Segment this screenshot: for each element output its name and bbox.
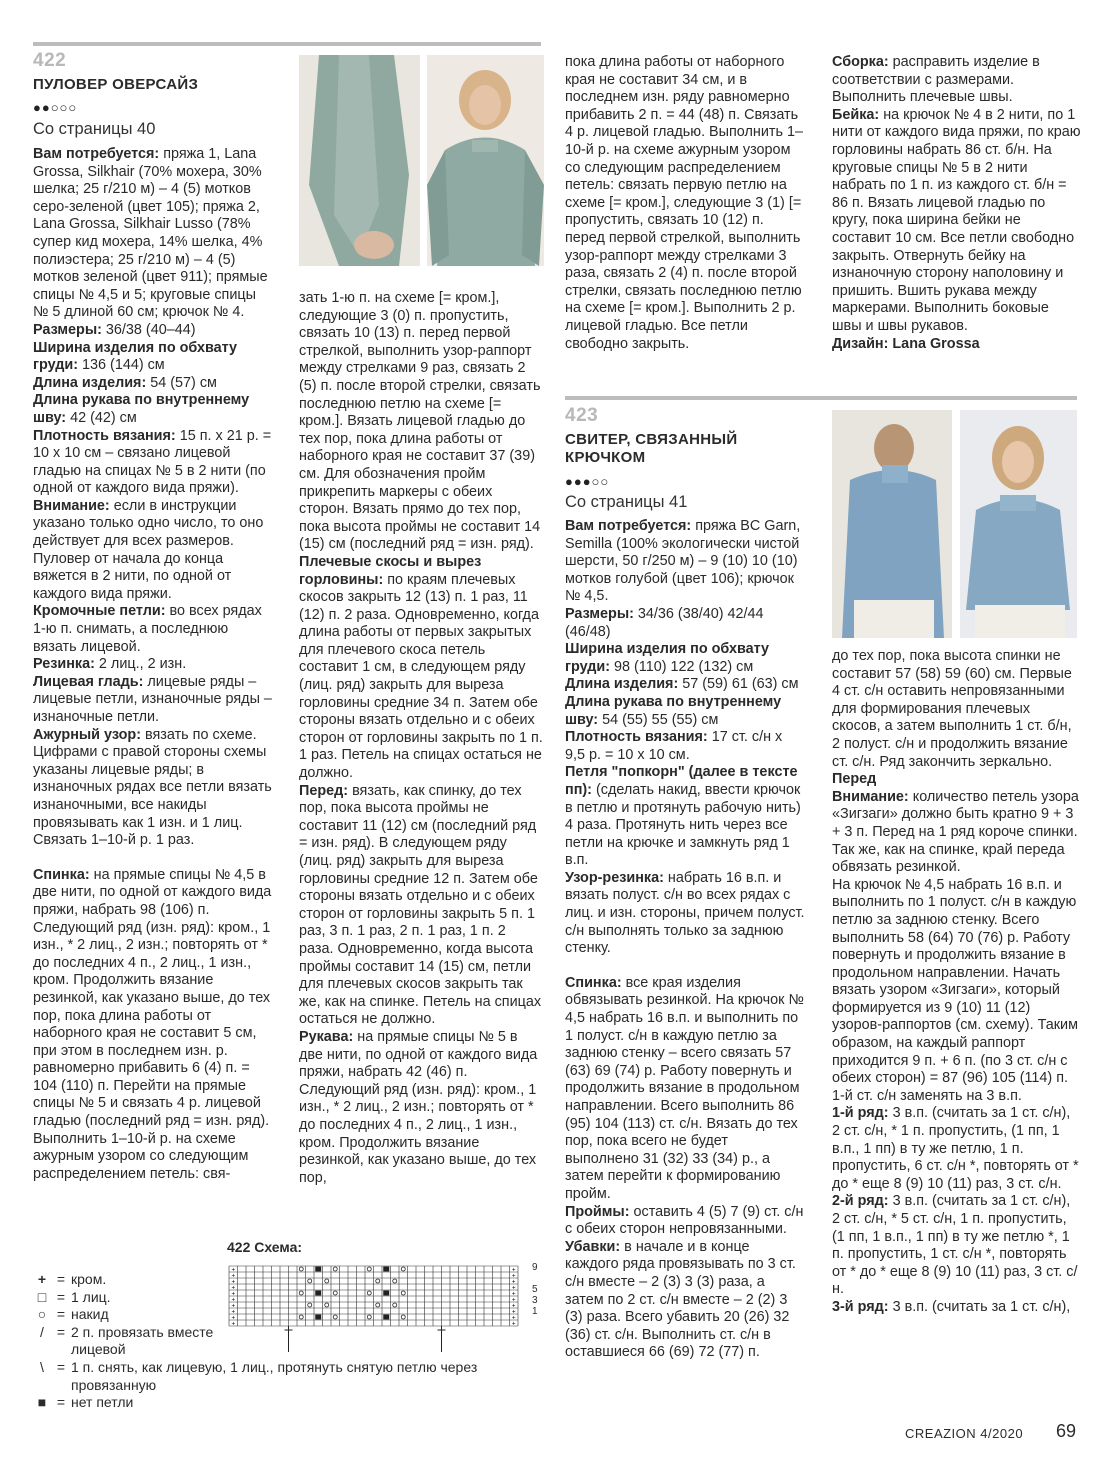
text: 42 (42) см — [66, 409, 137, 426]
yarn-over-icon: ○ — [37, 1306, 47, 1323]
text: на прямые спицы № 5 в две нити, по одной от каждого вида пряжи, набрать 42 (46) п. Следующий ряд (изн. ряд): кром., 1 изн., * 2 лиц., 2 изн.; повторять от * до последних 4 п., 2 лиц., 1 изн., кром. Продолжить вязание резинкой, как указано выше, до тех пор, — [299, 1028, 538, 1186]
edge-stitch-mark: + — [231, 1297, 236, 1304]
paragraph — [565, 606, 805, 641]
edge-stitch-mark: + — [511, 1291, 516, 1298]
text: все края изделия обвязывать резинкой. На крючок № 4,5 набрать 16 в.п. и выполнить по 1 полуст. с/н в каждую петлю за заднюю стенку – всего связать 57 (63) 69 (74) р. Работу повернуть и продолжить вязание в продольном направлении. Всего выполнить 86 (95) 104 (113) ст. с/н. Вязать до тех пор, пока всего не будет выполнено 31 (32) 33 (34) р., а затем перейти к формированию пройм. — [565, 974, 804, 1202]
label: Вам потребуется: — [565, 518, 692, 534]
designer-credit: Дизайн: Lana Grossa — [832, 335, 980, 352]
paragraph — [565, 1204, 805, 1239]
legend-label: нет петли — [71, 1394, 134, 1411]
text: 57 (59) 61 (63) см — [678, 676, 799, 693]
label: Ажурный узор: — [33, 726, 142, 743]
label: Лицевая гладь: — [33, 673, 144, 690]
text: 36/38 (40–44) — [101, 321, 196, 338]
legend-item: ○ = накид — [33, 1306, 513, 1324]
label: Внимание: — [832, 788, 909, 805]
legend-label: 1 лиц. — [71, 1288, 111, 1305]
paragraph — [33, 340, 273, 375]
paragraph — [832, 771, 1082, 789]
label: Длина изделия: — [565, 676, 679, 693]
paragraph — [33, 146, 273, 322]
legend-item: □ = 1 лиц. — [33, 1289, 513, 1307]
label: Резинка: — [33, 656, 95, 673]
edge-stitch-icon: + — [37, 1271, 47, 1287]
paragraph — [33, 727, 273, 850]
subheading: Перед — [832, 771, 877, 788]
paragraph — [33, 498, 273, 604]
text: 136 (144) см — [78, 357, 165, 374]
text: 3 в.п. (считать за 1 ст. с/н), 2 ст. с/н, * 1 п. пропустить, (1 пп, 1 в.п., 1 пп) в ту же петлю, 1 п. пропустить, 6 ст. с/н *, повторять от * до * еще 8 (9) 10 (11) раз, 3 ст. с/н. — [832, 1105, 1079, 1192]
paragraph — [832, 336, 1082, 354]
k2tog-icon: / — [40, 1323, 44, 1340]
text: пряжа BC Garn, Semilla (100% экологически чистой шерсти, 50 г/250 м) – 9 (10) 10 (10) мотков голубой (цвет 106); крючок № 4,5. — [565, 518, 801, 605]
text: 34/36 (38/40) 42/44 (46/48) — [565, 605, 764, 640]
text: вязать, как спинку, до тех пор, пока высота проймы не составит 11 (12) см (последний ряд = изн. ряд). В следующем ряду (лиц. ряд) закрыть для выреза горловины средние 12 п. Затем обе стороны вязать отдельно и с обеих сторон от горловины закрыть 5 п. 1 раз, 3 п. 1 раз, 2 п. 1 раз, 1 п. 2 раза. Одновременно, когда высота проймы составит 14 (15) см, петли для плечевых скосов закрыть так же, как на спинке. Петель на спицах остаться не должно. — [299, 782, 542, 1028]
paragraph — [299, 290, 544, 554]
paragraph — [299, 1029, 544, 1187]
legend-item: ■ = нет петли — [33, 1394, 513, 1412]
label: Перед: — [299, 782, 349, 799]
chart-legend — [33, 1271, 513, 1412]
text: на прямые спицы № 4,5 в две нити, по одной от каждого вида пряжи, набрать 98 (106) п. Следующий ряд (изн. ряд): кром., 1 изн., * 2 лиц., 2 изн.; повторять от * до последних 4 п., 2 лиц., 1 изн., кром. Продолжить вязание резинкой, как указано выше, до тех пор, пока длина работы от наборного края не составит 5 см, при этом в последнем изн. р. равномерно прибавить 6 (4) п. = 104 (110) п. Перейти на прямые спицы № 5 и связать 4 р. лицевой гладью (последний ряд = изн. ряд). Выполнить 1–10-й р. на схеме ажурным узором со следующим распределением петель: свя- — [33, 866, 272, 1182]
label: Проймы: — [565, 1203, 630, 1220]
label: Ширина изделия по обхвату груди: — [565, 641, 770, 675]
label: Внимание: — [33, 497, 110, 514]
paragraph — [33, 322, 273, 340]
edge-stitch-mark: + — [511, 1309, 516, 1316]
chart-row-number: 5 — [532, 1284, 538, 1295]
scheme-title: 422 Схема: — [227, 1239, 303, 1255]
edge-stitch-mark: + — [231, 1279, 236, 1286]
pattern-number: 422 — [33, 50, 67, 71]
label: Бейка: — [832, 106, 880, 123]
legend-label: накид — [71, 1306, 109, 1323]
label: Длина рукава по внутреннему шву: — [565, 693, 782, 728]
text: во всех рядах 1-ю п. снимать, а последнюю вязать лицевой. — [33, 603, 262, 655]
text: 54 (57) см — [146, 374, 217, 391]
paragraph — [565, 676, 805, 694]
label: Кромочные петли: — [33, 603, 166, 620]
chart-row-number: 9 — [532, 1262, 538, 1273]
paragraph — [565, 1239, 805, 1362]
paragraph — [832, 1105, 1082, 1193]
label: 3-й ряд: — [832, 1298, 889, 1315]
paragraph — [33, 603, 273, 656]
pattern-title-line2: КРЮЧКОМ — [565, 449, 646, 466]
edge-stitch-mark: + — [231, 1267, 236, 1274]
text: лицевые ряды – лицевые петли, изнаночные ряды – изнаночные петли. — [33, 673, 272, 725]
edge-stitch-mark: + — [231, 1273, 236, 1280]
label: Плечевые скосы и вырез горловины: — [299, 553, 482, 588]
text: пряжа 1, Lana Grossa, Silkhair (70% мохера, 30% шелка; 25 г/210 м) – 4 (5) мотков серо-зеленой (цвет 105); пряжа 2, Lana Grossa, Silkhair Lusso (78% супер кид мохера, 14% шелка, 4% полиэстера; 25 г/210 м) – 4 (5) мотков зеленой (цвет 911); прямые спицы № 4,5 и 5; круговые спицы № 5 длиной 60 см; крючок № 4. — [33, 146, 268, 321]
paragraph — [299, 783, 544, 1029]
paragraph — [565, 764, 805, 870]
text: по краям плечевых скосов закрыть 12 (13) п. 1 раз, 11 (12) п. 2 раза. Одновременно, когда длина работы от первых закрытых для плечевого скоса петель составит 1 см, в следующем ряду (лиц. ряд) закрыть для выреза горловины средние 34 п. Затем обе стороны вязать отдельно и с обеих сторон от горловины закрыть по 1 п. 1 раз. Петель на спицах остаться не должно. — [299, 571, 543, 782]
legend-label: кром. — [71, 1271, 107, 1287]
source-page: Со страницы 40 — [33, 120, 156, 138]
pattern-title: СВИТЕР, СВЯЗАННЫЙ — [565, 431, 738, 448]
section-rule — [565, 396, 1077, 400]
text: 17 ст. с/н х 9,5 р. = 10 х 10 см. — [565, 729, 783, 763]
no-stitch-icon: ■ — [37, 1394, 47, 1411]
edge-stitch-mark: + — [511, 1315, 516, 1322]
label: Размеры: — [565, 605, 634, 622]
edge-stitch-mark: + — [231, 1291, 236, 1298]
text: пока длина работы от наборного края не составит 34 см, и в последнем изн. ряду равномерно прибавить 2 п. = 44 (48) п. Связать 4 р. лицевой гладью. Выполнить 1–10-й р. на схеме ажурным узором со следующим распределением петель: связать первую петлю на схеме [= кром.], следующие 3 (1) [= пропустить, связать 10 (12) п. перед первой стрелкой, выполнить узор-раппорт между стрелками 3 раза, связать 2 (4) п. после второй стрелки, связать последнюю петлю на схеме [= кром.]. Выполнить 2 р. лицевой гладью. Все петли свободно закрыть. — [565, 54, 803, 352]
label: Спинка: — [565, 974, 622, 991]
pattern-number: 423 — [565, 405, 599, 426]
edge-stitch-mark: + — [231, 1321, 236, 1328]
edge-stitch-mark: + — [231, 1285, 236, 1292]
text: 3 в.п. (считать за 1 ст. с/н), — [888, 1298, 1071, 1315]
paragraph — [299, 554, 544, 783]
paragraph — [33, 656, 273, 674]
paragraph — [832, 877, 1082, 1106]
label: Вам потребуется: — [33, 146, 160, 162]
edge-stitch-mark: + — [511, 1267, 516, 1274]
difficulty-rating: ●●○○○ — [33, 100, 78, 115]
label: Плотность вязания: — [565, 729, 708, 746]
text: до тех пор, пока высота спинки не составит 57 (58) 59 (60) см. Первые 4 ст. с/н оставить непровязанными для формирования плечевых скосов, а затем выполнить 1 ст. б/н, 2 полуст. с/н и продолжить вязание ст. с/н. Ряд закончить зеркально. — [832, 648, 1072, 770]
difficulty-rating: ●●●○○ — [565, 474, 610, 489]
paragraph — [832, 1299, 1082, 1317]
text: набрать 16 в.п. и вязать полуст. с/н во всех рядах с лиц. и изн. стороны, причем полуст. с/н выполнять только за заднюю стенку. — [565, 869, 805, 957]
chart-row-number: 3 — [532, 1295, 538, 1306]
label: Длина изделия: — [33, 374, 147, 391]
skp-icon: \ — [40, 1358, 44, 1375]
label: Сборка: — [832, 54, 889, 70]
pattern-422-col2 — [299, 290, 544, 1187]
edge-stitch-mark: + — [511, 1321, 516, 1328]
text: количество петель узора «Зигзаги» должно быть кратно 9 + 3 + 3 п. Перед на 1 ряд короче спинки. Так же, как на спинке, край переда обвязать резинкой. — [832, 788, 1079, 876]
edge-stitch-mark: + — [511, 1285, 516, 1292]
edge-stitch-mark: + — [511, 1279, 516, 1286]
knit-stitch-icon: □ — [37, 1288, 47, 1305]
text: оставить 4 (5) 7 (9) ст. с/н с обеих сторон непровязанными. — [565, 1203, 804, 1238]
label: Ширина изделия по обхвату груди: — [33, 339, 238, 374]
paragraph — [565, 518, 805, 606]
section-rule — [33, 42, 541, 46]
source-page: Со страницы 41 — [565, 493, 688, 511]
chart-row-numbers — [532, 1262, 538, 1317]
text: если в инструкции указано только одно число, то оно действует для всех размеров. Пуловер от начала до конца вяжется в 2 нити, по одной от каждого вида пряжи. — [33, 497, 264, 602]
text: в начале и в конце каждого ряда провязывать по 3 ст. с/н вместе – 2 (3) 3 (3) раза, а затем по 2 ст. с/н вместе – 2 (2) 3 (3) раза. Всего убавить 20 (26) 32 (36) ст. с/н. Выполнить ст. с/н в оставшиеся 66 (69) 72 (77) п. — [565, 1238, 796, 1361]
label: Длина рукава по внутреннему шву: — [33, 392, 250, 426]
legend-label: 2 п. провязать вместе лицевой — [71, 1323, 214, 1358]
text: вязать по схеме. Цифрами с правой стороны схемы указаны лицевые ряды; в изнаночных рядах все петли вязать изнаночными, все накиды провязывать как 1 изн. и 1 лиц. Связать 1–10-й р. 1 раз. — [33, 726, 272, 849]
paragraph — [832, 1193, 1082, 1299]
label: Плотность вязания: — [33, 427, 176, 444]
paragraph — [33, 375, 273, 393]
pattern-423-col4 — [832, 648, 1082, 1317]
text: расправить изделие в соответствии с размерами. Выполнить плечевые швы. — [832, 54, 1040, 106]
paragraph — [565, 975, 805, 1204]
magazine-issue: CREAZION 4/2020 — [905, 1426, 1024, 1441]
paragraph — [33, 867, 273, 1184]
paragraph — [565, 729, 805, 764]
label: Убавки: — [565, 1238, 621, 1255]
model-photo-front — [427, 55, 544, 266]
pattern-423-col3 — [565, 518, 805, 1362]
paragraph — [33, 428, 273, 498]
paragraph — [565, 870, 805, 958]
edge-stitch-mark: + — [231, 1303, 236, 1310]
pattern-422-col4 — [832, 54, 1082, 353]
paragraph — [832, 789, 1082, 877]
paragraph — [33, 674, 273, 727]
legend-item: + = кром. — [33, 1271, 513, 1289]
label: 1-й ряд: — [832, 1105, 889, 1122]
text: 98 (110) 122 (132) см — [610, 658, 754, 675]
legend-item: \ = 1 п. снять, как лицевую, 1 лиц., протянуть снятую петлю через провязанную — [33, 1359, 513, 1394]
label: Рукава: — [299, 1028, 354, 1045]
text: зать 1-ю п. на схеме [= кром.], следующие 3 (0) п. пропустить, связать 10 (13) п. перед первой стрелкой, выполнить узор-раппорт между стрелками 9 раз, связать 2 (5) п. после второй стрелки, связать последнюю петлю на схеме [= кром.]. Вязать лицевой гладью до тех пор, пока длина работы от наборного края не составит 37 (39) см. Для обозначения пройм прикрепить маркеры с обеих сторон. Вязать прямо до тех пор, пока высота проймы не составит 14 (15) см (последний ряд = изн. ряд). — [299, 290, 541, 553]
pattern-422-col1 — [33, 146, 273, 1183]
model-photo-front — [960, 410, 1077, 638]
label: Петля "попкорн" (далее в тексте пп): — [565, 764, 798, 798]
text: на крючок № 4 в 2 нити, по 1 нити от каждого вида пряжи, по краю горловины набрать 86 ст. б/н. На круговые спицы № 5 в 2 нити набрать по 1 п. из каждого ст. б/н = 86 п. Вязать лицевой гладью по кругу, пока ширина бейки не составит 10 см. Все петли свободно закрыть. Отвернуть бейку на изнаночную сторону наполовину и пришить. Вшить рукава между маркерами. Выполнить боковые швы и швы рукавов. — [832, 106, 1081, 334]
paragraph — [565, 54, 805, 353]
paragraph — [565, 694, 805, 729]
edge-stitch-mark: + — [511, 1297, 516, 1304]
text: (сделать накид, ввести крючок в петлю и протянуть рабочую нить) 4 раза. Протянуть нить через все петли на крючке и замкнуть ряд 1 в.п. — [565, 781, 801, 869]
pattern-title: ПУЛОВЕР ОВЕРСАЙЗ — [33, 76, 199, 93]
edge-stitch-mark: + — [231, 1315, 236, 1322]
label: Узор-резинка: — [565, 869, 664, 886]
label: Размеры: — [33, 321, 102, 338]
edge-stitch-mark: + — [511, 1303, 516, 1310]
model-photo-back — [832, 410, 952, 638]
text: 3 в.п. (считать за 1 ст. с/н), 2 ст. с/н, * 5 ст. с/н, 1 п. пропустить, (1 пп, 1 в.п., 1 пп) в ту же петлю *, 1 п. пропустить, 1 ст. с/н *, повторять от * до * еще 8 (9) 10 (11) раз, 3 ст. с/н. — [832, 1193, 1078, 1298]
edge-stitch-mark: + — [511, 1273, 516, 1280]
label: 2-й ряд: — [832, 1193, 889, 1210]
text: 2 лиц., 2 изн. — [94, 656, 187, 673]
pattern-422-col3 — [565, 54, 805, 353]
text: 15 п. х 21 р. = 10 х 10 см – связано лицевой гладью на спицах № 5 в 2 нити (по одной от каждого вида пряжи). — [33, 427, 272, 497]
legend-item: / = 2 п. провязать вместе лицевой — [33, 1324, 513, 1359]
paragraph — [832, 648, 1082, 771]
edge-stitch-mark: + — [231, 1309, 236, 1316]
paragraph — [832, 107, 1082, 336]
text: На крючок № 4,5 набрать 16 в.п. и выполнить по 1 полуст. с/н в каждую петлю за заднюю стенку. Всего выполнить 58 (64) 70 (76) р. Работу повернуть и продолжить вязание в продольном направлении. Начать вязать узором «Зигзаги», который формируется из 9 (10) 11 (12) узоров-раппортов (см. схему). Таким образом, на каждый раппорт приходится 9 п. + 6 п. (по 3 ст. с/н с обеих сторон) = 87 (96) 105 (114) п. 1-й ст. с/н заменять на 3 в.п. — [832, 876, 1078, 1104]
paragraph — [33, 392, 273, 427]
chart-row-number: 1 — [532, 1306, 538, 1317]
label: Спинка: — [33, 866, 90, 883]
paragraph — [565, 641, 805, 676]
legend-label: 1 п. снять, как лицевую, 1 лиц., протянуть снятую петлю через провязанную — [71, 1358, 478, 1393]
paragraph — [832, 54, 1082, 107]
sweater-sleeve-photo — [299, 55, 420, 266]
page-number: 69 — [1056, 1421, 1077, 1441]
text: 54 (55) 55 (55) см — [598, 711, 719, 728]
